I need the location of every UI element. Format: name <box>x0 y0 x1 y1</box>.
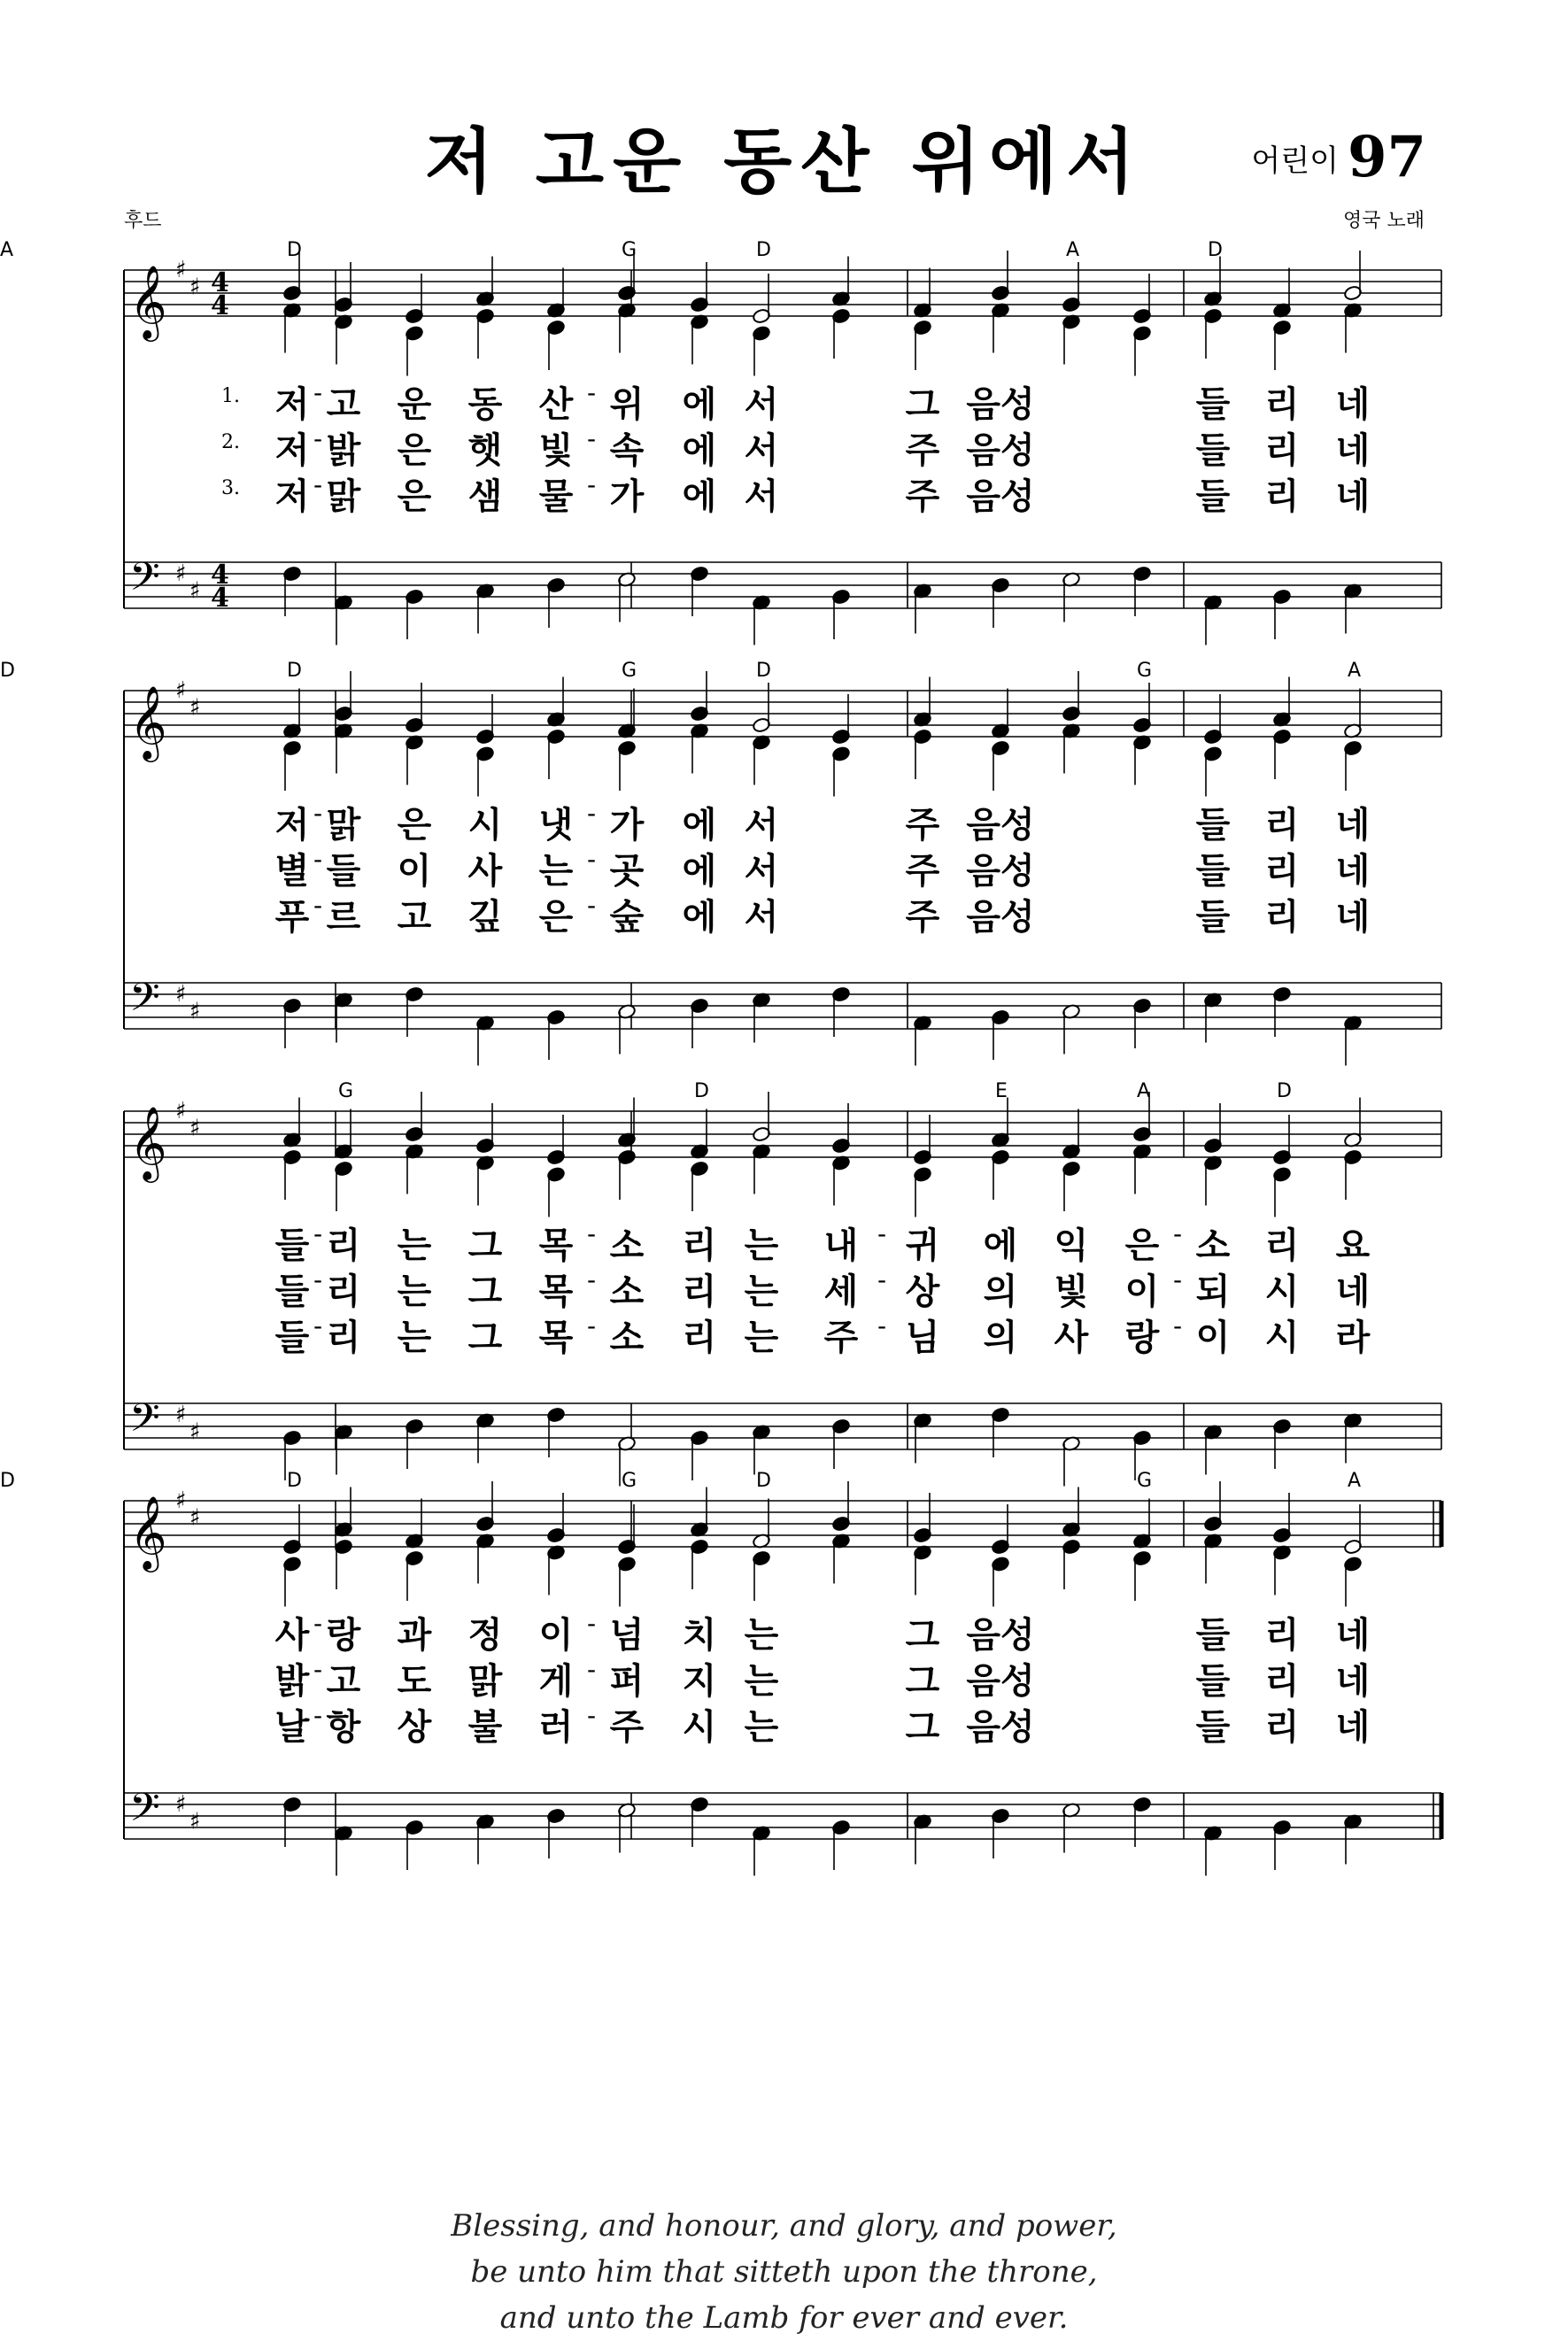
chord-symbol: E <box>995 1080 1008 1102</box>
chord-symbol: D <box>756 660 771 682</box>
lyric-hyphen: - <box>877 1311 887 1340</box>
lyric-syllable: 들 <box>274 1225 310 1266</box>
verse-line: and unto the Lamb for ever and ever. <box>499 2300 1069 2336</box>
scripture-verse <box>0 2203 1568 2341</box>
lyric-hyphen: - <box>586 1311 597 1340</box>
lyric-syllable: 네 <box>1335 897 1371 938</box>
lyric-syllable: 고 <box>397 897 432 938</box>
lyric-syllable: 사 <box>274 1615 310 1656</box>
lyric-syllable: 고 <box>326 1661 361 1702</box>
sharp-icon: ♯ <box>189 998 201 1025</box>
lyric-hyphen: - <box>586 378 597 407</box>
lyric-syllable: 숲 <box>609 897 645 938</box>
lyric-syllable: 주 <box>609 1707 645 1748</box>
lyric-syllable: 들 <box>326 851 361 892</box>
lyric-syllable: 리 <box>1264 476 1300 517</box>
lyric-syllable: 리 <box>326 1271 361 1312</box>
lyric-syllable: 음성 <box>966 1707 1035 1748</box>
bass-clef-icon: 𝄢 <box>129 1395 160 1450</box>
lyric-syllable: 리 <box>326 1317 361 1358</box>
lyric-syllable: 소 <box>609 1271 645 1312</box>
lyric-hyphen: - <box>586 424 597 453</box>
lyric-syllable: 퍼 <box>609 1661 645 1702</box>
lyric-syllable: 이 <box>397 851 432 892</box>
lyric-syllable: 주 <box>905 805 940 846</box>
lyric-syllable: 은 <box>1124 1225 1160 1266</box>
hymn-number: 97 <box>1347 124 1426 190</box>
lyric-hyphen: - <box>586 799 597 828</box>
lyric-syllable: 들 <box>1195 430 1231 471</box>
lyric-syllable: 별 <box>274 851 310 892</box>
lyric-syllable: 냇 <box>538 805 574 846</box>
lyric-syllable: 리 <box>682 1317 717 1358</box>
sharp-icon: ♯ <box>175 981 187 1008</box>
lyric-syllable: 들 <box>1195 384 1231 425</box>
lyric-syllable: 서 <box>744 476 779 517</box>
lyric-hyphen: - <box>313 1265 323 1294</box>
lyric-syllable: 과 <box>397 1615 432 1656</box>
lyric-syllable: 들 <box>1195 476 1231 517</box>
lyric-syllable: 가 <box>609 805 645 846</box>
chord-symbol: G <box>622 660 637 682</box>
chord-symbol: A <box>1066 239 1080 261</box>
lyric-syllable: 목 <box>538 1317 574 1358</box>
hymnal-name: 어린이 <box>1251 143 1339 179</box>
lyric-syllable: 이 <box>1195 1317 1231 1358</box>
lyric-syllable: 네 <box>1335 851 1371 892</box>
lyric-syllable: 맑 <box>467 1661 503 1702</box>
lyric-syllable: 음성 <box>966 1661 1035 1702</box>
lyric-syllable: 리 <box>1264 805 1300 846</box>
chord-symbol: A <box>1348 1470 1362 1492</box>
lyric-syllable: 시 <box>1264 1317 1300 1358</box>
time-signature: 4 <box>211 560 229 591</box>
lyric-syllable: 는 <box>397 1317 432 1358</box>
lyric-syllable: 서 <box>744 851 779 892</box>
chord-symbol: G <box>1137 660 1153 682</box>
lyric-syllable: 되 <box>1195 1271 1231 1312</box>
lyric-syllable: 빛 <box>1054 1271 1089 1312</box>
verse-line: be unto him that sitteth upon the throne, <box>470 2254 1098 2290</box>
sharp-icon: ♯ <box>189 1418 201 1446</box>
lyric-syllable: 네 <box>1335 1615 1371 1656</box>
lyric-syllable: 넘 <box>609 1615 645 1656</box>
lyric-syllable: 네 <box>1335 1271 1371 1312</box>
sharp-icon: ♯ <box>175 257 187 283</box>
lyric-syllable: 음성 <box>966 805 1035 846</box>
lyric-syllable: 는 <box>744 1317 779 1358</box>
chord-symbol: D <box>287 239 302 261</box>
lyric-syllable: 밝 <box>326 430 361 471</box>
lyric-syllable: 상 <box>397 1707 432 1748</box>
chord-symbol: D <box>756 1470 771 1492</box>
lyric-syllable: 음성 <box>966 384 1035 425</box>
lyric-syllable: 리 <box>682 1225 717 1266</box>
lyric-syllable: 는 <box>397 1225 432 1266</box>
lyric-hyphen: - <box>877 1265 887 1294</box>
lyric-syllable: 네 <box>1335 430 1371 471</box>
verse-number: 1. <box>221 385 240 407</box>
sharp-icon: ♯ <box>189 1808 201 1835</box>
lyric-hyphen: - <box>313 424 323 453</box>
tune-source: 영국 노래 <box>1342 210 1425 232</box>
lyric-syllable: 네 <box>1335 476 1371 517</box>
lyric-syllable: 리 <box>1264 1707 1300 1748</box>
lyric-syllable: 랑 <box>1124 1317 1160 1358</box>
lyric-syllable: 맑 <box>326 476 361 517</box>
lyric-syllable: 네 <box>1335 1661 1371 1702</box>
chord-symbol: D <box>287 1470 302 1492</box>
lyric-syllable: 네 <box>1335 384 1371 425</box>
lyric-syllable: 는 <box>744 1615 779 1656</box>
verse-line: Blessing, and honour, and glory, and power, <box>451 2208 1117 2244</box>
lyric-syllable: 그 <box>905 1615 940 1656</box>
lyric-syllable: 항 <box>326 1707 361 1748</box>
lyric-syllable: 산 <box>538 384 574 425</box>
lyric-syllable: 소 <box>609 1225 645 1266</box>
lyric-syllable: 들 <box>1195 1707 1231 1748</box>
lyric-syllable: 에 <box>682 476 717 517</box>
lyric-syllable: 지 <box>682 1661 717 1702</box>
lyric-syllable: 리 <box>1264 1661 1300 1702</box>
lyric-hyphen: - <box>313 799 323 828</box>
lyric-hyphen: - <box>586 1609 597 1638</box>
verse-number: 2. <box>221 431 240 453</box>
lyric-syllable: 랑 <box>326 1615 361 1656</box>
lyric-syllable: 들 <box>1195 1615 1231 1656</box>
lyric-syllable: 정 <box>467 1615 503 1656</box>
lyric-syllable: 음성 <box>966 1615 1035 1656</box>
lyric-syllable: 은 <box>397 430 432 471</box>
lyric-hyphen: - <box>313 1219 323 1248</box>
lyric-syllable: 목 <box>538 1271 574 1312</box>
lyric-hyphen: - <box>586 1655 597 1684</box>
lyric-syllable: 은 <box>397 476 432 517</box>
lyric-syllable: 치 <box>682 1615 717 1656</box>
lyric-syllable: 도 <box>397 1661 432 1702</box>
time-signature: 4 <box>211 290 229 321</box>
lyric-syllable: 동 <box>467 384 503 425</box>
lyric-syllable: 에 <box>682 430 717 471</box>
lyric-syllable: 사 <box>467 851 503 892</box>
sharp-icon: ♯ <box>189 694 201 722</box>
chord-symbol: G <box>622 239 637 261</box>
chord-symbol: D <box>1208 239 1223 261</box>
lyric-syllable: 빛 <box>538 430 574 471</box>
lyric-syllable: 밝 <box>274 1661 310 1702</box>
lyric-syllable: 그 <box>467 1225 503 1266</box>
lyric-syllable: 네 <box>1335 805 1371 846</box>
lyric-syllable: 소 <box>609 1317 645 1358</box>
lyric-syllable: 러 <box>538 1707 574 1748</box>
lyric-hyphen: - <box>313 378 323 407</box>
lyric-syllable: 서 <box>744 430 779 471</box>
lyric-syllable: 목 <box>538 1225 574 1266</box>
lyric-syllable: 에 <box>682 851 717 892</box>
lyric-syllable: 그 <box>905 1707 940 1748</box>
lyric-syllable: 저 <box>274 476 310 517</box>
lyric-syllable: 그 <box>905 1661 940 1702</box>
lyric-syllable: 님 <box>905 1317 940 1358</box>
lyric-syllable: 서 <box>744 384 779 425</box>
chord-symbol: D <box>694 1080 709 1102</box>
lyric-syllable: 맑 <box>326 805 361 846</box>
lyric-syllable: 들 <box>1195 805 1231 846</box>
lyric-syllable: 에 <box>682 805 717 846</box>
time-signature: 4 <box>211 583 229 614</box>
chord-symbol: A <box>1137 1080 1151 1102</box>
chord-symbol: A <box>0 239 14 261</box>
lyric-syllable: 물 <box>538 476 574 517</box>
sharp-icon: ♯ <box>175 560 187 587</box>
lyric-syllable: 위 <box>609 384 645 425</box>
lyric-syllable: 저 <box>274 805 310 846</box>
lyric-hyphen: - <box>586 1701 597 1730</box>
chord-symbol: D <box>756 239 771 261</box>
lyric-hyphen: - <box>313 1655 323 1684</box>
chord-symbol: G <box>338 1080 354 1102</box>
verse-number: 3. <box>221 477 240 499</box>
lyric-syllable: 들 <box>1195 897 1231 938</box>
lyric-syllable: 게 <box>538 1661 574 1702</box>
sharp-icon: ♯ <box>189 1504 201 1532</box>
chord-symbol: G <box>1137 1470 1153 1492</box>
lyric-syllable: 의 <box>983 1271 1018 1312</box>
lyric-syllable: 리 <box>1264 851 1300 892</box>
treble-clef-icon: 𝄞 <box>129 1105 167 1179</box>
sharp-icon: ♯ <box>189 1115 201 1142</box>
lyric-syllable: 들 <box>1195 1661 1231 1702</box>
lyric-syllable: 햇 <box>467 430 503 471</box>
lyric-syllable: 그 <box>467 1317 503 1358</box>
composer: 후드 <box>124 210 162 232</box>
lyric-syllable: 시 <box>682 1707 717 1748</box>
time-signature: 4 <box>211 267 229 298</box>
lyric-syllable: 소 <box>1195 1225 1231 1266</box>
lyric-syllable: 속 <box>609 430 645 471</box>
treble-clef-icon: 𝄞 <box>129 1495 167 1569</box>
lyric-syllable: 라 <box>1335 1317 1371 1358</box>
bass-clef-icon: 𝄢 <box>129 974 160 1030</box>
lyric-syllable: 주 <box>823 1317 859 1358</box>
lyric-syllable: 리 <box>682 1271 717 1312</box>
lyric-syllable: 이 <box>1124 1271 1160 1312</box>
lyric-hyphen: - <box>313 891 323 920</box>
lyric-syllable: 저 <box>274 384 310 425</box>
lyric-syllable: 에 <box>983 1225 1018 1266</box>
lyric-syllable: 리 <box>1264 1225 1300 1266</box>
lyric-syllable: 서 <box>744 805 779 846</box>
bass-clef-icon: 𝄢 <box>129 1784 160 1840</box>
lyric-syllable: 리 <box>326 1225 361 1266</box>
lyric-syllable: 세 <box>823 1271 859 1312</box>
lyric-syllable: 의 <box>983 1317 1018 1358</box>
sharp-icon: ♯ <box>175 1098 187 1124</box>
lyric-hyphen: - <box>313 845 323 874</box>
lyric-hyphen: - <box>586 845 597 874</box>
lyric-syllable: 르 <box>326 897 361 938</box>
lyric-hyphen: - <box>313 1609 323 1638</box>
lyric-hyphen: - <box>1172 1219 1183 1248</box>
lyric-syllable: 운 <box>397 384 432 425</box>
lyric-syllable: 시 <box>467 805 503 846</box>
treble-clef-icon: 𝄞 <box>129 264 167 338</box>
lyric-syllable: 고 <box>326 384 361 425</box>
lyric-syllable: 네 <box>1335 1707 1371 1748</box>
lyric-hyphen: - <box>1172 1265 1183 1294</box>
hymn-title: 저 고운 동산 위에서 <box>424 120 1144 203</box>
lyric-syllable: 요 <box>1335 1225 1371 1266</box>
lyric-syllable: 익 <box>1054 1225 1089 1266</box>
lyric-syllable: 에 <box>682 897 717 938</box>
lyric-syllable: 내 <box>823 1225 859 1266</box>
lyric-syllable: 에 <box>682 384 717 425</box>
chord-symbol: D <box>0 660 15 682</box>
lyric-syllable: 서 <box>744 897 779 938</box>
sharp-icon: ♯ <box>189 274 201 301</box>
lyric-syllable: 음성 <box>966 476 1035 517</box>
chord-symbol: D <box>1277 1080 1292 1102</box>
lyric-syllable: 는 <box>744 1271 779 1312</box>
bass-clef-icon: 𝄢 <box>129 553 160 609</box>
lyric-syllable: 음성 <box>966 851 1035 892</box>
lyric-syllable: 음성 <box>966 430 1035 471</box>
lyric-syllable: 은 <box>538 897 574 938</box>
lyric-syllable: 은 <box>397 805 432 846</box>
lyric-syllable: 깊 <box>467 897 503 938</box>
lyric-syllable: 리 <box>1264 430 1300 471</box>
lyric-syllable: 주 <box>905 851 940 892</box>
lyric-hyphen: - <box>586 891 597 920</box>
lyric-syllable: 리 <box>1264 384 1300 425</box>
lyric-syllable: 가 <box>609 476 645 517</box>
lyric-syllable: 는 <box>744 1661 779 1702</box>
lyric-syllable: 리 <box>1264 1615 1300 1656</box>
lyric-syllable: 는 <box>744 1225 779 1266</box>
lyric-syllable: 들 <box>274 1271 310 1312</box>
lyric-syllable: 주 <box>905 430 940 471</box>
lyric-syllable: 리 <box>1264 897 1300 938</box>
lyric-hyphen: - <box>313 1701 323 1730</box>
lyric-syllable: 이 <box>538 1615 574 1656</box>
sharp-icon: ♯ <box>175 1487 187 1514</box>
lyric-syllable: 샘 <box>467 476 503 517</box>
lyric-syllable: 주 <box>905 897 940 938</box>
lyric-syllable: 상 <box>905 1271 940 1312</box>
lyric-syllable: 그 <box>905 384 940 425</box>
lyric-syllable: 푸 <box>274 897 310 938</box>
lyric-syllable: 날 <box>274 1707 310 1748</box>
lyric-syllable: 저 <box>274 430 310 471</box>
lyric-syllable: 는 <box>744 1707 779 1748</box>
lyric-syllable: 는 <box>538 851 574 892</box>
lyric-hyphen: - <box>586 1219 597 1248</box>
sharp-icon: ♯ <box>175 1791 187 1818</box>
lyric-hyphen: - <box>313 1311 323 1340</box>
lyric-syllable: 불 <box>467 1707 503 1748</box>
lyric-syllable: 귀 <box>905 1225 940 1266</box>
chord-symbol: D <box>287 660 302 682</box>
lyric-hyphen: - <box>1172 1311 1183 1340</box>
lyric-hyphen: - <box>586 470 597 499</box>
chord-symbol: D <box>0 1470 15 1492</box>
lyric-syllable: 사 <box>1054 1317 1089 1358</box>
lyric-syllable: 들 <box>1195 851 1231 892</box>
lyric-hyphen: - <box>877 1219 887 1248</box>
lyric-syllable: 주 <box>905 476 940 517</box>
chord-symbol: G <box>622 1470 637 1492</box>
sharp-icon: ♯ <box>189 577 201 605</box>
lyric-syllable: 곳 <box>609 851 645 892</box>
lyric-syllable: 시 <box>1264 1271 1300 1312</box>
lyric-syllable: 그 <box>467 1271 503 1312</box>
sharp-icon: ♯ <box>175 1402 187 1428</box>
lyric-syllable: 음성 <box>966 897 1035 938</box>
treble-clef-icon: 𝄞 <box>129 684 167 759</box>
lyric-hyphen: - <box>313 470 323 499</box>
lyric-syllable: 들 <box>274 1317 310 1358</box>
lyric-hyphen: - <box>586 1265 597 1294</box>
sharp-icon: ♯ <box>175 677 187 704</box>
chord-symbol: A <box>1348 660 1362 682</box>
lyric-syllable: 는 <box>397 1271 432 1312</box>
